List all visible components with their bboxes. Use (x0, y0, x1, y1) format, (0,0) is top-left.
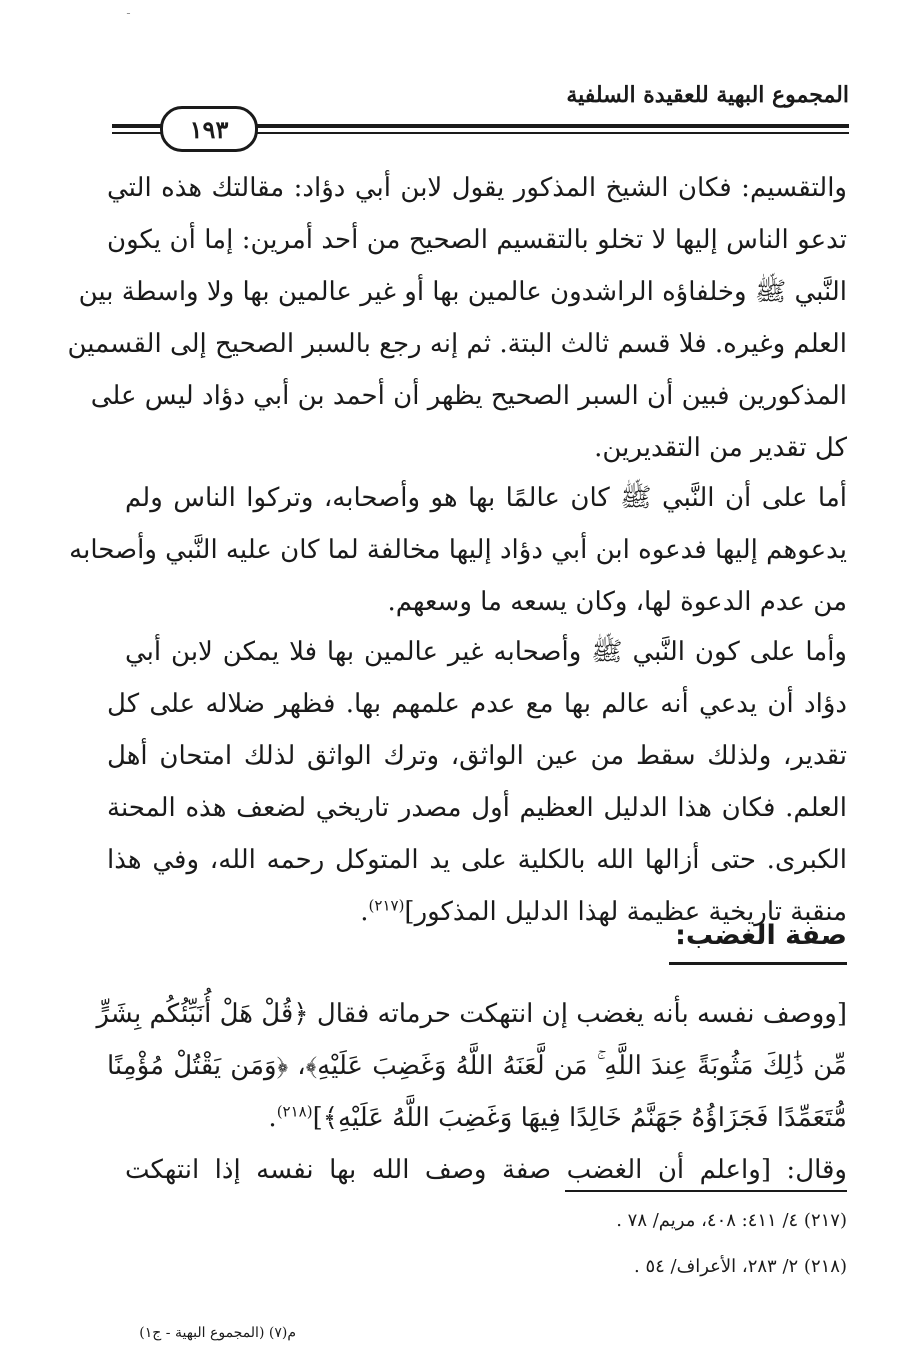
text-line: المذكورين فبين أن السبر الصحيح يظهر أن أحمد بن أبي دؤاد ليس على (90, 381, 847, 411)
footnote-ref-217: (٢١٧) (368, 896, 405, 915)
section-heading-underline (669, 962, 847, 965)
text-line: الكبرى. حتى أزالها الله بالكلية على يد المتوكل رحمه الله، وفي هذا (107, 845, 847, 875)
page-number: ١٩٣ (189, 114, 229, 144)
text-line: مِّن ذَٰلِكَ مَثُوبَةً عِندَ اللَّهِ ۚ مَن لَّعَنَهُ اللَّهُ وَغَضِبَ عَلَيْهِ﴾، ﴿وَمَن يَقْتُلْ مُؤْمِنًا (107, 1051, 847, 1081)
text-line: من عدم الدعوة لها، وكان يسعه ما وسعهم. (387, 587, 847, 617)
text-line: وأما على كون النَّبي ﷺ وأصحابه غير عالمين بها فلا يمكن لابن أبي (125, 637, 847, 667)
text-line: تقدير، ولذلك سقط من عين الواثق، وترك الواثق لذلك امتحان أهل (107, 741, 847, 771)
section-heading: صفة الغضب: (675, 920, 847, 951)
text-line: النَّبي ﷺ وخلفاؤه الراشدون عالمين بها أو غير عالمين بها ولا واسطة بين (78, 277, 847, 307)
text-line: والتقسيم: فكان الشيخ المذكور يقول لابن أبي دؤاد: مقالتك هذه التي (107, 173, 847, 203)
line-end-period: . (360, 897, 369, 927)
text-line: [ووصف نفسه بأنه يغضب إن انتهكت حرماته فقال ﴿قُلْ هَلْ أُنَبِّئُكُم بِشَرٍّ (96, 999, 847, 1029)
footnote-separator (565, 1190, 847, 1192)
footnote-ref-218: (٢١٨) (276, 1102, 313, 1121)
text-line: كل تقدير من التقديرين. (594, 433, 847, 463)
footnote-218: (٢١٨) ٢/ ٢٨٣، الأعراف/ ٥٤ . (634, 1256, 847, 1277)
text-line-content: مُّتَعَمِّدًا فَجَزَاؤُهُ جَهَنَّمُ خَالِدًا فِيهَا وَغَضِبَ اللَّهُ عَلَيْهِ﴾] (312, 1103, 847, 1133)
text-line: أما على أن النَّبي ﷺ كان عالمًا بها هو وأصحابه، وتركوا الناس ولم (125, 483, 847, 513)
text-line: وقال: [واعلم أن الغضب صفة وصف الله بها نفسه إذا انتهكت (125, 1155, 847, 1185)
corner-mark: ـ (127, 6, 130, 17)
text-line-content: منقبة تاريخية عظيمة لهذا الدليل المذكور] (404, 897, 847, 927)
text-line (107, 1098, 847, 1138)
running-title: المجموع البهية للعقيدة السلفية (566, 82, 849, 108)
page-number-badge (160, 106, 258, 152)
line-end-period: . (268, 1103, 277, 1133)
text-line: تدعو الناس إليها لا تخلو بالتقسيم الصحيح من أحد أمرين: إما أن يكون (107, 225, 847, 255)
footnote-217: (٢١٧) ٤/ ٤١١: ٤٠٨، مريم/ ٧٨ . (616, 1210, 847, 1231)
text-line: العلم وغيره. فلا قسم ثالث البتة. ثم إنه رجع بالسبر الصحيح إلى القسمين (67, 329, 847, 359)
print-signature: م(٧) (المجموع البهية - ج١) (139, 1325, 296, 1341)
text-line: العلم. فكان هذا الدليل العظيم أول مصدر تاريخي لضعف هذه المحنة (107, 793, 847, 823)
text-line: يدعوهم إليها فدعوه ابن أبي دؤاد إليها مخالفة لما كان عليه النَّبي وأصحابه (69, 535, 847, 565)
text-line: دؤاد أن يدعي أنه عالم بها مع عدم علمهم بها. فظهر ضلاله على كل (107, 689, 847, 719)
